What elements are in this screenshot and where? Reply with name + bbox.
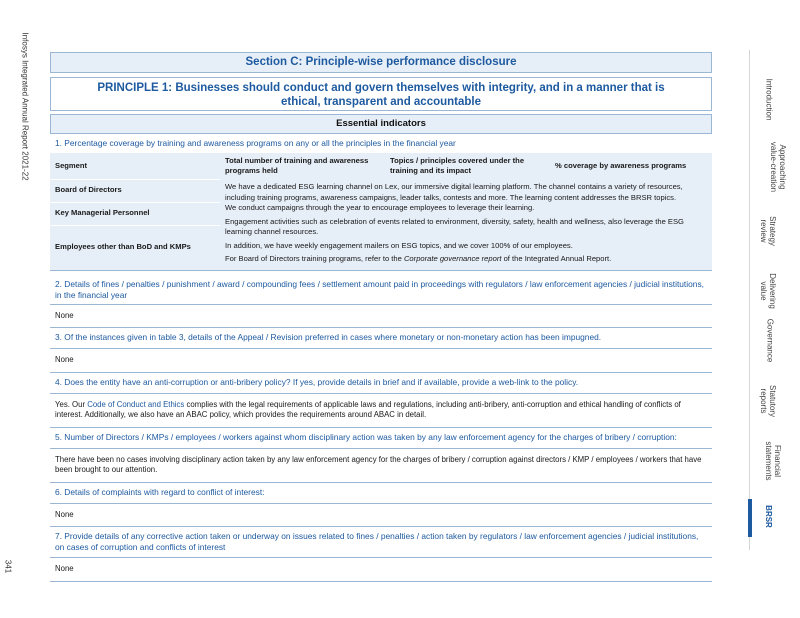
answer-5: There have been no cases involving disciplinary action taken by any law enforcement agency for the charges of bribery / corruption against directors / KMP / employees / workers that have been brought to our attention. [50, 449, 712, 483]
answer-2: None [50, 305, 712, 329]
principle-title-line2: ethical, transparent and accountable [280, 96, 482, 108]
segment-kmp: Key Managerial Personnel [50, 202, 220, 225]
training-para-1: We have a dedicated ESG learning channel on Lex, our immersive digital learning platform. The channel contains a variety of resources, including training programs, awareness campaigns, leader talks, contests and more. The learning content addresses the BRSR topics. [225, 182, 683, 202]
question-3-block [50, 328, 712, 349]
answer-4-prefix: Yes. Our [55, 399, 88, 409]
question-1: 1. Percentage coverage by training and awareness programs on any or all the principles in the financial year [55, 138, 456, 148]
question-5-block [50, 428, 712, 449]
question-6-block [50, 483, 712, 504]
training-para-2: We conduct campaigns through the year to encourage employees to leverage their learning. [225, 203, 535, 212]
sidebar-tab-delivering-value[interactable]: Delivering value [759, 273, 777, 309]
training-para-4: In addition, we have weekly engagement mailers on ESG topics, and we cover 100% of our employees. [225, 240, 573, 250]
col-header-topics: Topics / principles covered under the training and its impact [385, 153, 550, 179]
question-7-block [50, 527, 712, 558]
essential-indicators-heading: Essential indicators [50, 114, 712, 134]
col-header-total-programs: Total number of training and awareness programs held [220, 153, 385, 179]
segment-board: Board of Directors [50, 179, 220, 202]
training-para-5 [225, 254, 707, 265]
table-header-row [50, 153, 712, 179]
question-2: 2. Details of fines / penalties / punishment / award / compounding fees / settlement amount paid in proceedings with regulators / law enforcement agencies / judicial institutions, in the financial year [55, 278, 704, 300]
col-header-segment: Segment [50, 153, 220, 179]
training-coverage-table [50, 153, 712, 270]
question-3: 3. Of the instances given in table 3, details of the Appeal / Revision preferred in cases where monetary or non-monetary action has been impugned. [55, 332, 602, 342]
page-number: 341 [3, 559, 13, 574]
training-description [220, 179, 712, 270]
answer-3: None [50, 349, 712, 373]
sidebar-tab-governance[interactable]: Governance [765, 318, 775, 363]
question-2-block [50, 271, 712, 305]
sidebar-tab-statutory-reports[interactable]: Statutory reports [759, 384, 777, 417]
question-5: 5. Number of Directors / KMPs / employees / workers against whom disciplinary action was taken by any law enforcement agency for the charges of bribery / corruption: [55, 431, 677, 442]
training-para-5-suffix: of the Integrated Annual Report. [501, 254, 612, 263]
table-row [50, 179, 712, 202]
sidebar-tab-financial-statements[interactable]: Financial statements [764, 441, 782, 481]
sidebar-tab-strategy-review[interactable]: Strategy review [759, 216, 777, 246]
answer-4-suffix: complies with the legal requirements of applicable laws and regulations, including anti-bribery, anti-corruption and ethical handling of conflicts of interest. Additionally, we also have an ABAC policy, which provides the requirements around ABAC in detail. [55, 399, 681, 419]
answer-4 [50, 394, 712, 428]
section-title: Section C: Principle-wise performance disclosure [50, 52, 712, 73]
question-4-block [50, 373, 712, 394]
sidebar-tab-introduction[interactable]: Introduction [764, 78, 774, 121]
sidebar-tab-approaching-value-creation[interactable]: Approaching value-creation [769, 141, 787, 193]
question-7: 7. Provide details of any corrective action taken or underway on issues related to fines / penalties / action taken by regulators / law enforcement agencies / judicial institutions, on cases of corruption and conflicts of interest [55, 531, 699, 552]
training-para-3: Engagement activities such as celebration of events related to environment, diversity, safety, health and wellness, also leverage the ESG learning channel resources. [225, 216, 684, 236]
governance-report-reference: Corporate governance report [403, 254, 502, 263]
segment-employees: Employees other than BoD and KMPs [50, 225, 220, 270]
principle-title [50, 77, 712, 111]
report-title-margin: Infosys Integrated Annual Report 2021-22 [20, 32, 30, 181]
principle-title-line1: PRINCIPLE 1: Businesses should conduct and govern themselves with integrity, and in a manner that is [97, 82, 665, 94]
sidebar-rule [749, 50, 750, 550]
col-header-coverage: % coverage by awareness programs [550, 153, 712, 179]
question-6: 6. Details of complaints with regard to conflict of interest: [55, 486, 265, 497]
question-4: 4. Does the entity have an anti-corruption or anti-bribery policy? If yes, provide details in brief and if available, provide a web-link to the policy. [55, 376, 579, 387]
code-of-conduct-link[interactable]: Code of Conduct and Ethics [87, 399, 185, 409]
main-content [50, 52, 712, 582]
answer-7: None [50, 558, 712, 582]
answer-6: None [50, 504, 712, 528]
sidebar-tab-brsr[interactable]: BRSR [763, 505, 773, 528]
training-para-5-prefix: For Board of Directors training programs, refer to the [225, 254, 404, 263]
